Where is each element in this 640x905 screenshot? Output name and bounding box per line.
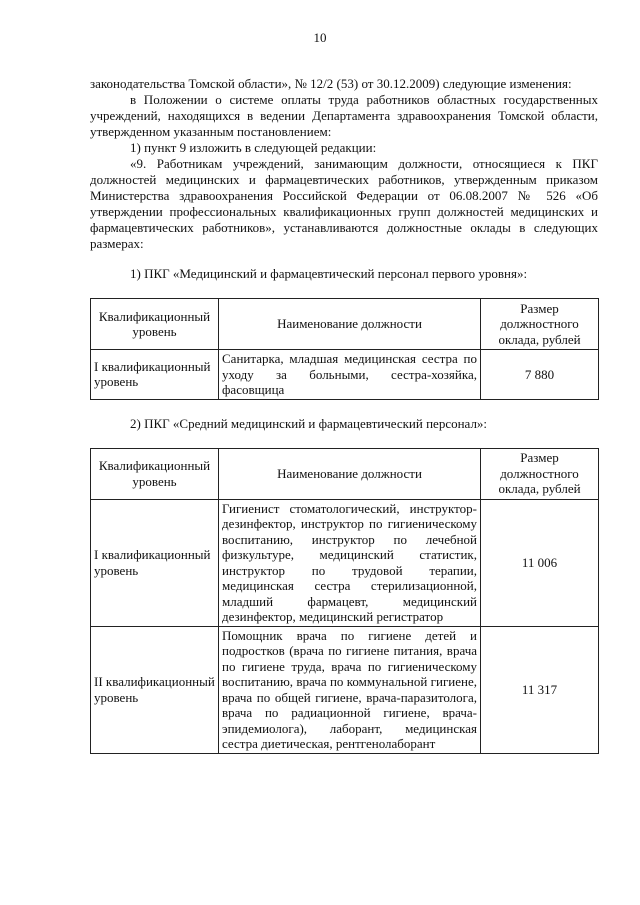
table-header-row	[91, 448, 599, 499]
cell-level: I квалификационный уровень	[91, 499, 219, 626]
cell-salary: 7 880	[481, 350, 599, 400]
document-body	[90, 76, 598, 754]
column-header-position: Наименование должности	[219, 448, 481, 499]
paragraph-regulation: в Положении о системе оплаты труда работников областных государственных учреждений, находящихся в ведении Департамента здравоохранения Томской области, утвержденном указанным постановлением:	[90, 92, 598, 139]
cell-positions: Помощник врача по гигиене детей и подростков (врача по гигиене питания, врача по гигиене труда, врача по гигиеническому воспитанию, врача по коммунальной гигиене, врача по общей гигиене, врача-паразитолога, врача по радиационной гигиене, врача-эпидемиолога), лаборант, медицинская сестра диетическая, рентгенолаборант	[219, 626, 481, 753]
cell-salary: 11 317	[481, 626, 599, 753]
table-1-heading: 1) ПКГ «Медицинский и фармацевтический персонал первого уровня»:	[130, 266, 528, 281]
cell-level: I квалификационный уровень	[91, 350, 219, 400]
column-header-salary: Размер должностного оклада, рублей	[481, 299, 599, 350]
page-number: 10	[313, 30, 327, 45]
column-header-level: Квалификационный уровень	[91, 299, 219, 350]
table-row	[91, 499, 599, 626]
table-header-row	[91, 299, 599, 350]
paragraph-clause-9: «9. Работникам учреждений, занимающим должности, относящиеся к ПКГ должностей медицинских и фармацевтических работников, утвержденным приказом Министерства здравоохранения Российской Федерации от 06.08.2007 № 526 «Об утверждении профессиональных квалификационных групп должностей медицинских и фармацевтических работников», устанавливаются должностные оклады в следующих размерах:	[90, 156, 598, 251]
column-header-salary: Размер должностного оклада, рублей	[481, 448, 599, 499]
column-header-level: Квалификационный уровень	[91, 448, 219, 499]
table-row	[91, 626, 599, 753]
cell-level: II квалификационный уровень	[91, 626, 219, 753]
cell-positions: Гигиенист стоматологический, инструктор-дезинфектор, инструктор по гигиеническому воспитанию, инструктор по лечебной физкультуре, медицинский статистик, инструктор по трудовой терапии, медицинская сестра стерилизационной, младший фармацевт, медицинский дезинфектор, медицинский регистратор	[219, 499, 481, 626]
paragraph-item-1: 1) пункт 9 изложить в следующей редакции:	[130, 140, 377, 155]
column-header-position: Наименование должности	[219, 299, 481, 350]
table-row	[91, 350, 599, 400]
paragraph-continuation: законодательства Томской области», № 12/2 (53) от 30.12.2009) следующие изменения:	[90, 76, 572, 91]
salary-table-1	[90, 298, 599, 400]
cell-salary: 11 006	[481, 499, 599, 626]
salary-table-2	[90, 448, 599, 754]
cell-positions: Санитарка, младшая медицинская сестра по уходу за больными, сестра-хозяйка, фасовщица	[219, 350, 481, 400]
table-2-heading: 2) ПКГ «Средний медицинский и фармацевтический персонал»:	[130, 415, 488, 431]
